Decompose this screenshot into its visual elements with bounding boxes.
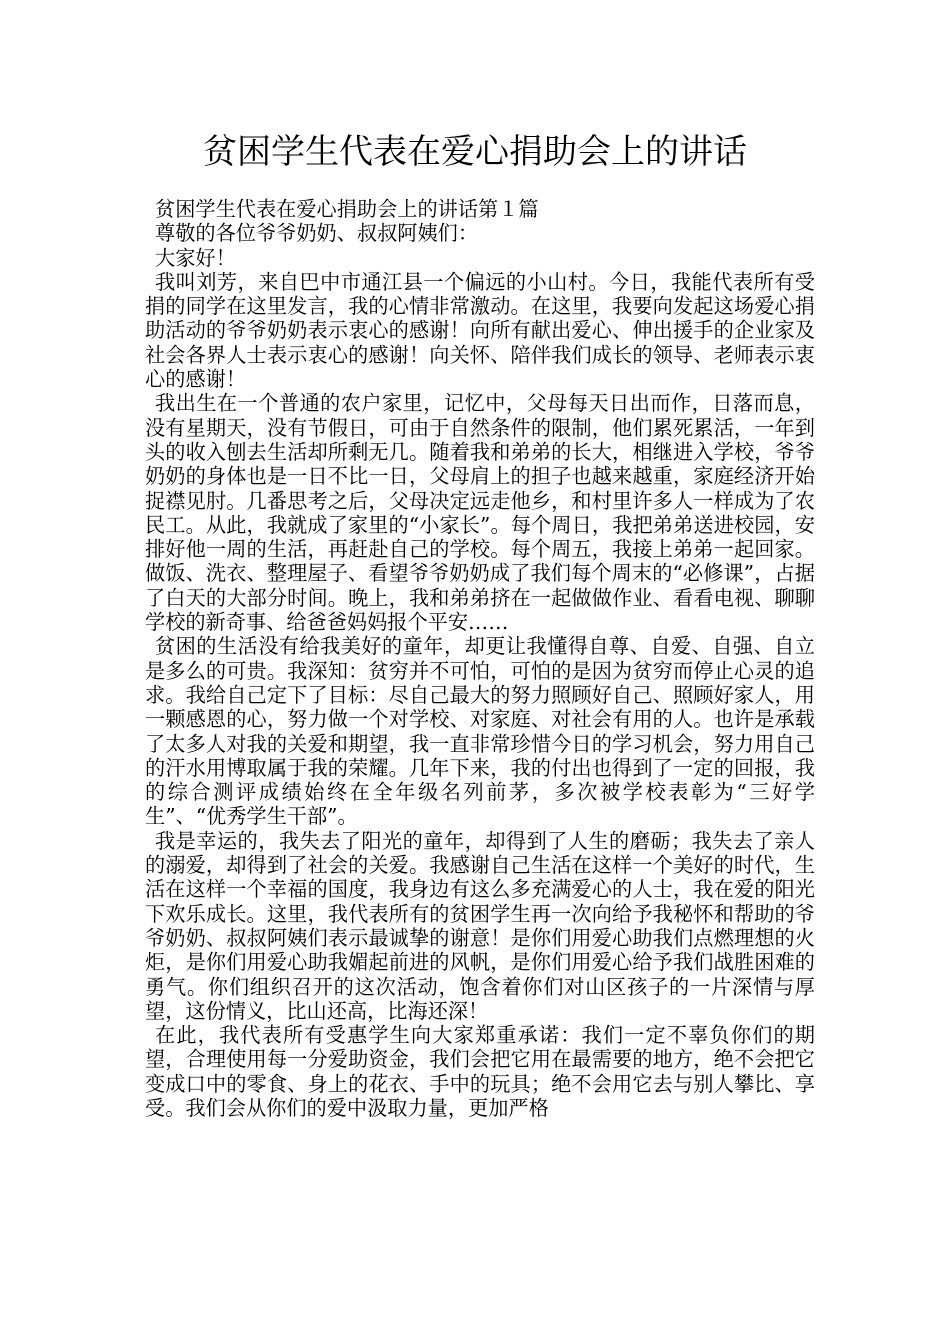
paragraph-self-reliance: 贫困的生活没有给我美好的童年，却更让我懂得自尊、自爱、自强、自立是多么的可贵。我深知：贫穷并不可怕，可怕的是因为贫穷而停止心灵的追求。我给自己定下了目标：尽自己最大的努力照顾好自己、照顾好家人，用一颗感恩的心，努力做一个对学校、对家庭、对社会有用的人。也许是承载了太多人对我的关爱和期望，我一直非常珍惜今日的学习机会，努力用自己的汗水用博取属于我的荣耀。几年下来，我的付出也得到了一定的回报，我的综合测评成绩始终在全年级名列前茅，多次被学校表彰为“三好学生”、“优秀学生干部”。: [145, 634, 815, 829]
paragraph-introduction: 我叫刘芳，来自巴中市通江县一个偏远的小山村。今日，我能代表所有受捐的同学在这里发言，我的心情非常激动。在这里，我要向发起这场爱心捐助活动的爷爷奶奶表示衷心的感谢！向所有献出爱心、伸出援手的企业家及社会各界人士表示衷心的感谢！向关怀、陪伴我们成长的领导、老师表示衷心的感谢！: [145, 269, 815, 392]
paragraph-gratitude: 我是幸运的，我失去了阳光的童年，却得到了人生的磨砺；我失去了亲人的溺爱，却得到了社会的关爱。我感谢自己生活在这样一个美好的时代，生活在这样一个幸福的国度，我身边有这么多充满爱心的人士，我在爱的阳光下欢乐成长。这里，我代表所有的贫困学生再一次向给予我秘怀和帮助的爷爷奶奶、叔叔阿姨们表示最诚挚的谢意！是你们用爱心助我们点燃理想的火炬，是你们用爱心助我媚起前进的风帆，是你们用爱心给予我们战胜困难的勇气。你们组织召开的这次活动，饱含着你们对山区孩子的一片深情与厚望，这份情义，比山还高，比海还深！: [145, 828, 815, 1023]
paragraph-promise: 在此，我代表所有受惠学生向大家郑重承诺：我们一定不辜负你们的期望，合理使用每一分爱助资金，我们会把它用在最需要的地方，绝不会把它变成口中的零食、身上的花衣、手中的玩具；绝不会用它去与别人攀比、享受。我们会从你们的爱中汲取力量，更加严格: [145, 1023, 815, 1120]
section-heading: 贫困学生代表在爱心捐助会上的讲话第１篇: [155, 197, 539, 221]
salutation: 尊敬的各位爷爷奶奶、叔叔阿姨们：: [155, 221, 479, 246]
document-body: [145, 197, 815, 1120]
paragraph-family-background: 我出生在一个普通的农户家里，记忆中，父母每天日出而作，日落而息，没有星期天，没有节假日，可由于自然条件的限制，他们累死累活，一年到头的收入刨去生活却所剩无几。随着我和弟弟的长大，相继进入学校，爷爷奶奶的身体也是一日不比一日，父母肩上的担子也越来越重，家庭经济开始捉襟见肘。几番思考之后，父母决定远走他乡，和村里许多人一样成为了农民工。从此，我就成了家里的“小家长”。每个周日，我把弟弟送进校园，安排好他一周的生活，再赶赴自己的学校。每个周五，我接上弟弟一起回家。做饭、洗衣、整理屋子、看望爷爷奶奶成了我们每个周末的“必修课”，占据了白天的大部分时间。晚上，我和弟弟挤在一起做做作业、看看电视、聊聊学校的新奇事、给爸爸妈妈报个平安……: [145, 391, 815, 635]
document-title: 贫困学生代表在爱心捐助会上的讲话: [203, 132, 747, 172]
greeting: 大家好！: [155, 245, 236, 270]
